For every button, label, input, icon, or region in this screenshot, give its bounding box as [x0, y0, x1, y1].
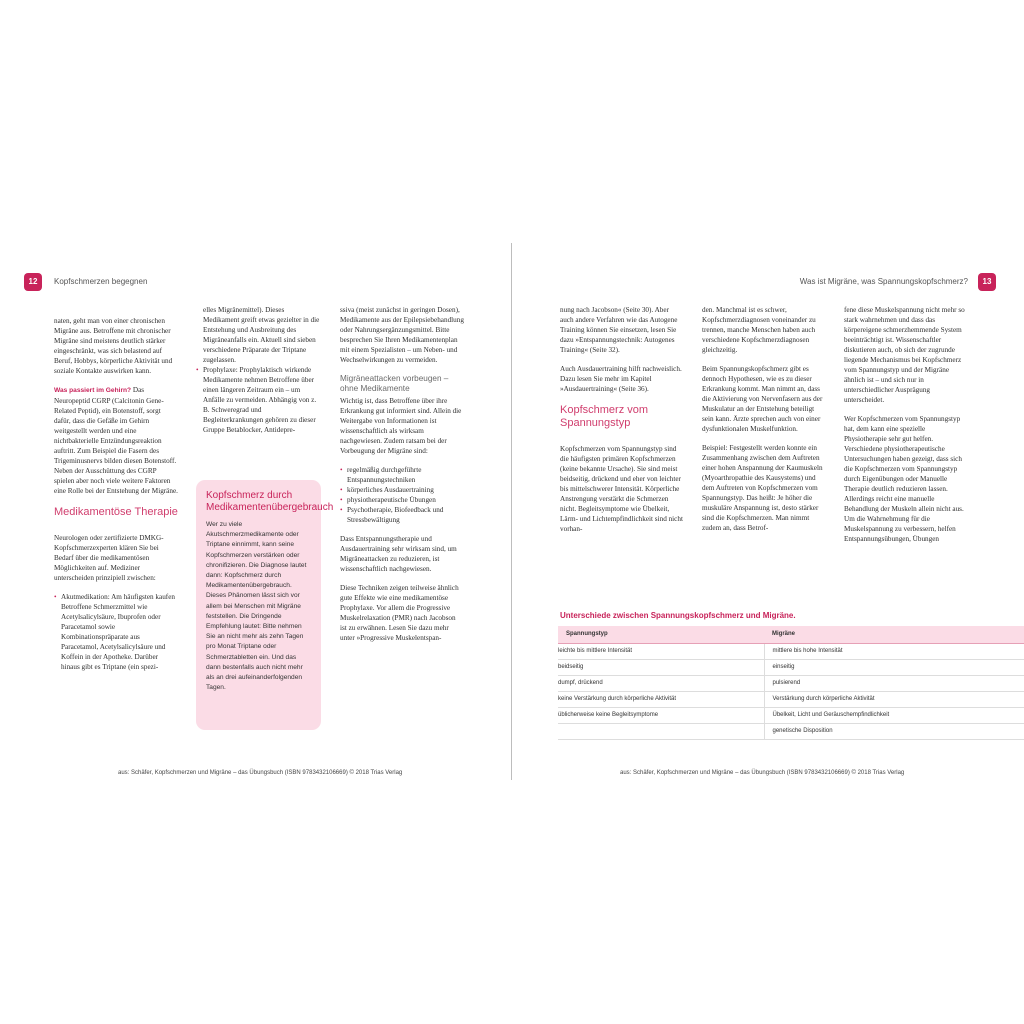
comparison-table	[558, 626, 1024, 740]
running-head-left: Kopfschmerzen begegnen	[54, 277, 148, 286]
info-box	[196, 480, 334, 730]
table-cell: einseitig	[764, 659, 1024, 675]
info-box-body: Wer zu viele Akutschmerzmedikamente oder Triptane einnimmt, kann seine Kopfschmerzen verstärken oder chronifizieren. Die Diagnose lautet dann: Kopfschmerz durch Medikamentenübergebrauch. Dieses Phänomen lässt sich vor allem bei Menschen mit Migräne feststellen. Die Dringende Empfehlung lautet: Bitte nehmen Sie an nicht mehr als zehn Tagen pro Monat Triptane oder Schmerztabletten ein. Und das dann bestenfalls auch nicht mehr als an drei aufeinanderfolgenden Tagen.	[206, 521, 307, 692]
paragraph: Kopfschmerzen vom Spannungstyp sind die häufigsten primären Kopfschmerzen (keine bekannte Ursache). Sie sind meist beidseitig, drückend und eher von leichter bis mittelschwerer Intensität. Körperliche Anstrengung verstärkt die Schmerzen nicht. Begleitsymptome wie Übelkeit, Lärm- und Lichtempfindlichkeit sind nicht vorhan-	[560, 445, 683, 533]
table-cell: leichte bis mittlere Intensität	[558, 643, 764, 659]
subheading-gehirn: Was passiert im Gehirn?	[54, 387, 132, 394]
running-head-right: Was ist Migräne, was Spannungskopfschmerz?	[799, 277, 968, 286]
paragraph: elles Migränemittel). Dieses Medikament greift etwas gezielter in die Entstehung und Ausbreitung des Migräneanfalls ein. Aktuell sind sieben verschiedene Präparate der Triptane zugelassen.	[203, 306, 320, 364]
footer-right: aus: Schäfer, Kopfschmerzen und Migräne – das Übungsbuch (ISBN 9783432106669) © 2018 Trias Verlag	[620, 770, 905, 776]
paragraph: Auch Ausdauertraining hilft nachweislich. Dazu lesen Sie mehr im Kapitel »Ausdauertraining« (Seite 36).	[560, 365, 682, 393]
bullet-list	[54, 592, 178, 672]
list-item: • regelmäßig durchgeführte Entspannungstechniken	[340, 465, 464, 485]
table-cell: dumpf, drückend	[558, 675, 764, 691]
paragraph: Beim Spannungskopfschmerz gibt es dennoch Hypothesen, wie es zu dieser Erkrankung kommt. Man nimmt an, dass die Aktivierung von Nervenfasern aus der Muskulatur an der Entstehung beteiligt sein kann. Ärzte sprechen auch von einer dysfunktionalen Muskelfunktion.	[702, 365, 823, 433]
list-item: • physiotherapeutische Übungen	[340, 495, 464, 505]
table-cell: beidseitig	[558, 659, 764, 675]
table-header-row	[558, 626, 1024, 643]
paragraph	[54, 385, 178, 496]
table-caption: Unterschiede zwischen Spannungskopfschmerz und Migräne.	[560, 611, 796, 620]
section-heading: Medikamentöse Therapie	[54, 506, 178, 518]
bullet-list	[196, 365, 322, 435]
right-column-1	[560, 305, 684, 543]
list-item: • körperliches Ausdauertraining	[340, 485, 464, 495]
paragraph: Beispiel: Festgestellt werden konnte ein Zusammenhang zwischen dem Auftreten einer hohen Anspannung der Kaumuskeln (Myoarthropathie des Kausystems) und dem Auftreten von Kopfschmerzen vom Spannungstyp. Das heißt: Je höher die muskuläre Anspannung ist, desto stärker sind die Kopfschmerzen. Man nimmt zudem an, dass Betrof-	[702, 444, 823, 532]
paragraph: nung nach Jacobson« (Seite 30). Aber auch andere Verfahren wie das Autogene Training können Sie einsetzen, lesen Sie dazu »Entspannungstechnik: Autogenes Training« (Seite 32).	[560, 306, 678, 354]
info-box-title: Kopfschmerz durch Medikamentenübergebrauch	[206, 490, 334, 513]
paragraph: Diese Techniken zeigen teilweise ähnlich gute Effekte wie eine medikamentöse Prophylaxe. Vor allem die Progressive Muskelrelaxation (PMR) nach Jacobson ist zu erwähnen. Lesen Sie dazu mehr unter »Progressive Muskelentspan-	[340, 584, 459, 642]
table-cell	[558, 723, 764, 739]
paragraph: fene diese Muskelspannung nicht mehr so stark wahrnehmen und dass das körpereigene schmerzhemmende System beeinträchtigt ist. Wissenschaftler diskutieren auch, ob sich der zugrunde liegende Mechanismus bei Kopfschmerz vom Spannungstyp und der Migräne ähnlich ist – und sich nur in unterschiedlicher Ausprägung unterscheidet.	[844, 306, 965, 404]
page-fold	[511, 243, 512, 780]
paragraph: den. Manchmal ist es schwer, Kopfschmerzdiagnosen voneinander zu trennen, manche Menschen haben auch verschiedene Kopfschmerzdiagnosen gleichzeitig.	[702, 306, 816, 354]
paragraph: naten, geht man von einer chronischen Migräne aus. Betroffene mit chronischer Migräne sind meistens deutlich stärker eingeschränkt, was sich belastend auf Beruf, Hobbys, körperliche Aktivität und soziale Kontakte auswirken kann.	[54, 317, 173, 375]
paragraph: Neurologen oder zertifizierte DMKG-Kopfschmerzexperten klären Sie bei Bedarf über die medikamentösen Möglichkeiten auf. Mediziner unterscheiden prinzipiell zwischen:	[54, 534, 164, 582]
right-column-3	[844, 305, 968, 553]
table-cell: keine Verstärkung durch körperliche Aktivität	[558, 691, 764, 707]
page-number-left: 12	[24, 273, 42, 291]
list-item: • Akutmedikation: Am häufigsten kaufen Betroffene Schmerzmittel wie Acetylsalicylsäure, Ibuprofen oder Paracetamol sowie Kombinationspräparate aus Paracetamol, Acetylsalicylsäure und Koffein in der Apotheke. Darüber hinaus gibt es Triptane (ein spezi-	[54, 592, 178, 672]
left-column-1	[54, 316, 178, 681]
table-row	[558, 691, 1024, 707]
table-row	[558, 675, 1024, 691]
paragraph: ssiva (meist zunächst in geringen Dosen), Medikamente aus der Epilepsiebehandlung oder Nahrungsergänzungsmittel. Bitte besprechen Sie Ihren Medikamentenplan mit einem Spezialisten – um Neben- und Wechselwirkungen zu vermeiden.	[340, 306, 464, 364]
table-row	[558, 643, 1024, 659]
paragraph-text: Das Neuropeptid CGRP (Calcitonin Gene-Related Peptid), ein Botenstoff, sorgt dafür, dass die Gefäße im Gehirn weitgestellt werden und eine nichtbakterielle Entzündungsreaktion auftritt. Zum Beispiel die Fasern des Trigeminusnervs bilden diesen Botenstoff. Neben der Ausschüttung des CGRP spielen aber noch viele weitere Faktoren eine Rolle bei der Entstehung der Migräne.	[54, 386, 178, 495]
footer-left: aus: Schäfer, Kopfschmerzen und Migräne – das Übungsbuch (ISBN 9783432106669) © 2018 Trias Verlag	[118, 770, 403, 776]
page-number-right: 13	[978, 273, 996, 291]
list-item: • Prophylaxe: Prophylaktisch wirkende Medikamente nehmen Betroffene über einen längeren Zeitraum ein – um Anfälle zu vermeiden. Abhängig von z. B. Schweregrad und Begleiterkrankungen gehören zu dieser Gruppe Betablocker, Antidepre-	[196, 365, 322, 435]
bullet-list	[340, 465, 464, 525]
section-heading: Kopfschmerz vom Spannungstyp	[560, 404, 649, 429]
left-column-2	[196, 305, 322, 444]
paragraph: Wer Kopfschmerzen vom Spannungstyp hat, dem kann eine spezielle Physiotherapie sehr gut helfen. Verschiedene physiotherapeutische Untersuchungen haben gezeigt, dass sich die Kopfschmerzen vom Spannungstyp durch Eigenübungen oder Manuelle Therapie deutlich reduzieren lassen. Allerdings reicht eine manuelle Behandlung der Muskeln allein nicht aus. Um die Wahrnehmung für die Muskelspannung zu verbessern, helfen Entspannungsübungen, Übungen	[844, 415, 964, 543]
table-cell: üblicherweise keine Begleitsymptome	[558, 707, 764, 723]
table-header-cell: Spannungstyp	[558, 626, 764, 643]
table-cell: mittlere bis hohe Intensität	[764, 643, 1024, 659]
table-cell: genetische Disposition	[764, 723, 1024, 739]
table-cell: Verstärkung durch körperliche Aktivität	[764, 691, 1024, 707]
list-item: • Psychotherapie, Biofeedback und Stressbewältigung	[340, 505, 464, 525]
left-column-3	[340, 305, 464, 652]
table-row	[558, 723, 1024, 739]
table-row	[558, 659, 1024, 675]
paragraph: Wichtig ist, dass Betroffene über ihre Erkrankung gut informiert sind. Allein die Weitergabe von Informationen ist wissenschaftlich als wirksam nachgewiesen. Zudem ratsam bei der Vorbeugung der Migräne sind:	[340, 397, 462, 455]
table-cell: Übelkeit, Licht und Geräuschempfindlichkeit	[764, 707, 1024, 723]
right-column-2	[702, 305, 826, 542]
table-row	[558, 707, 1024, 723]
paragraph: Dass Entspannungstherapie und Ausdauertraining sehr wirksam sind, um Migräneattacken zu reduzieren, ist wissenschaftlich nachgewiesen.	[340, 535, 457, 573]
table-header-cell: Migräne	[764, 626, 1024, 643]
subsection-heading: Migräneattacken vorbeugen – ohne Medikamente	[340, 374, 449, 393]
table-cell: pulsierend	[764, 675, 1024, 691]
